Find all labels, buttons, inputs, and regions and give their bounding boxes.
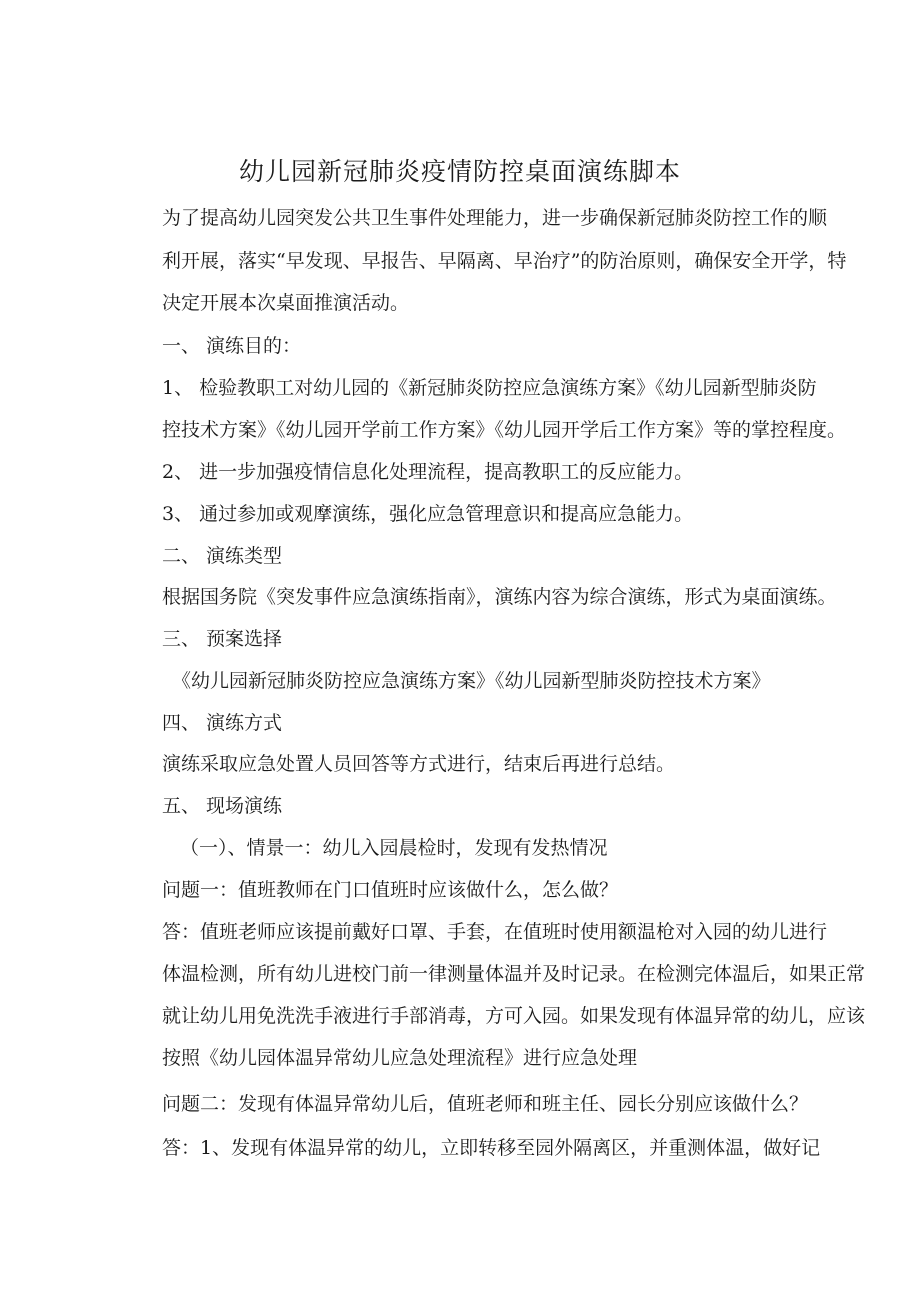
section2-body: 根据国务院《突发事件应急演练指南》，演练内容为综合演练，形式为桌面演练。 (162, 586, 837, 608)
answer-1-line3: 就让幼儿用免洗洗手液进行手部消毒，方可入园。如果发现有体温异常的幼儿，应该 (162, 1005, 866, 1027)
document-title: 幼儿园新冠肺炎疫情防控桌面演练脚本 (238, 157, 681, 186)
intro-line-3: 决定开展本次桌面推演活动。 (162, 292, 410, 314)
section1-item3: 3、 通过参加或观摩演练，强化应急管理意识和提高应急能力。 (162, 503, 694, 525)
answer-1-line2: 体温检测，所有幼儿进校门前一律测量体温并及时记录。在检测完体温后，如果正常 (162, 963, 866, 985)
section1-heading: 一、 演练目的： (162, 335, 302, 357)
answer-2-line1: 答：1、发现有体温异常的幼儿，立即转移至园外隔离区，并重测体温，做好记 (162, 1137, 821, 1159)
section3-body: 《幼儿园新冠肺炎防控应急演练方案》《幼儿园新型肺炎防控技术方案》 (172, 670, 771, 692)
intro-line-1: 为了提高幼儿园突发公共卫生事件处理能力，进一步确保新冠肺炎防控工作的顺 (162, 207, 828, 229)
question-1: 问题一：值班教师在门口值班时应该做什么，怎么做？ (162, 879, 619, 901)
scene-1-heading: （一）、情景一：幼儿入园晨检时，发现有发热情况 (180, 837, 608, 859)
question-2: 问题二：发现有体温异常幼儿后，值班老师和班主任、园长分别应该做什么？ (162, 1093, 809, 1115)
section1-item2: 2、 进一步加强疫情信息化处理流程，提高教职工的反应能力。 (162, 461, 694, 483)
intro-line-2: 利开展，落实“早发现、早报告、早隔离、早治疗”的防治原则，确保安全开学，特 (162, 250, 847, 272)
section5-heading: 五、 现场演练 (162, 795, 283, 817)
answer-1-line1: 答：值班老师应该提前戴好口罩、手套，在值班时使用额温枪对入园的幼儿进行 (162, 921, 828, 943)
section1-item1-line1: 1、 检验教职工对幼儿园的《新冠肺炎防控应急演练方案》《幼儿园新型肺炎防 (162, 377, 817, 399)
section3-heading: 三、 预案选择 (162, 628, 283, 650)
section4-body: 演练采取应急处置人员回答等方式进行，结束后再进行总结。 (162, 753, 676, 775)
section1-item1-line2: 控技术方案》《幼儿园开学前工作方案》《幼儿园开学后工作方案》等的掌控程度。 (162, 419, 847, 441)
answer-1-line4: 按照《幼儿园体温异常幼儿应急处理流程》进行应急处理 (162, 1047, 638, 1069)
section4-heading: 四、 演练方式 (162, 712, 283, 734)
section2-heading: 二、 演练类型 (162, 545, 283, 567)
